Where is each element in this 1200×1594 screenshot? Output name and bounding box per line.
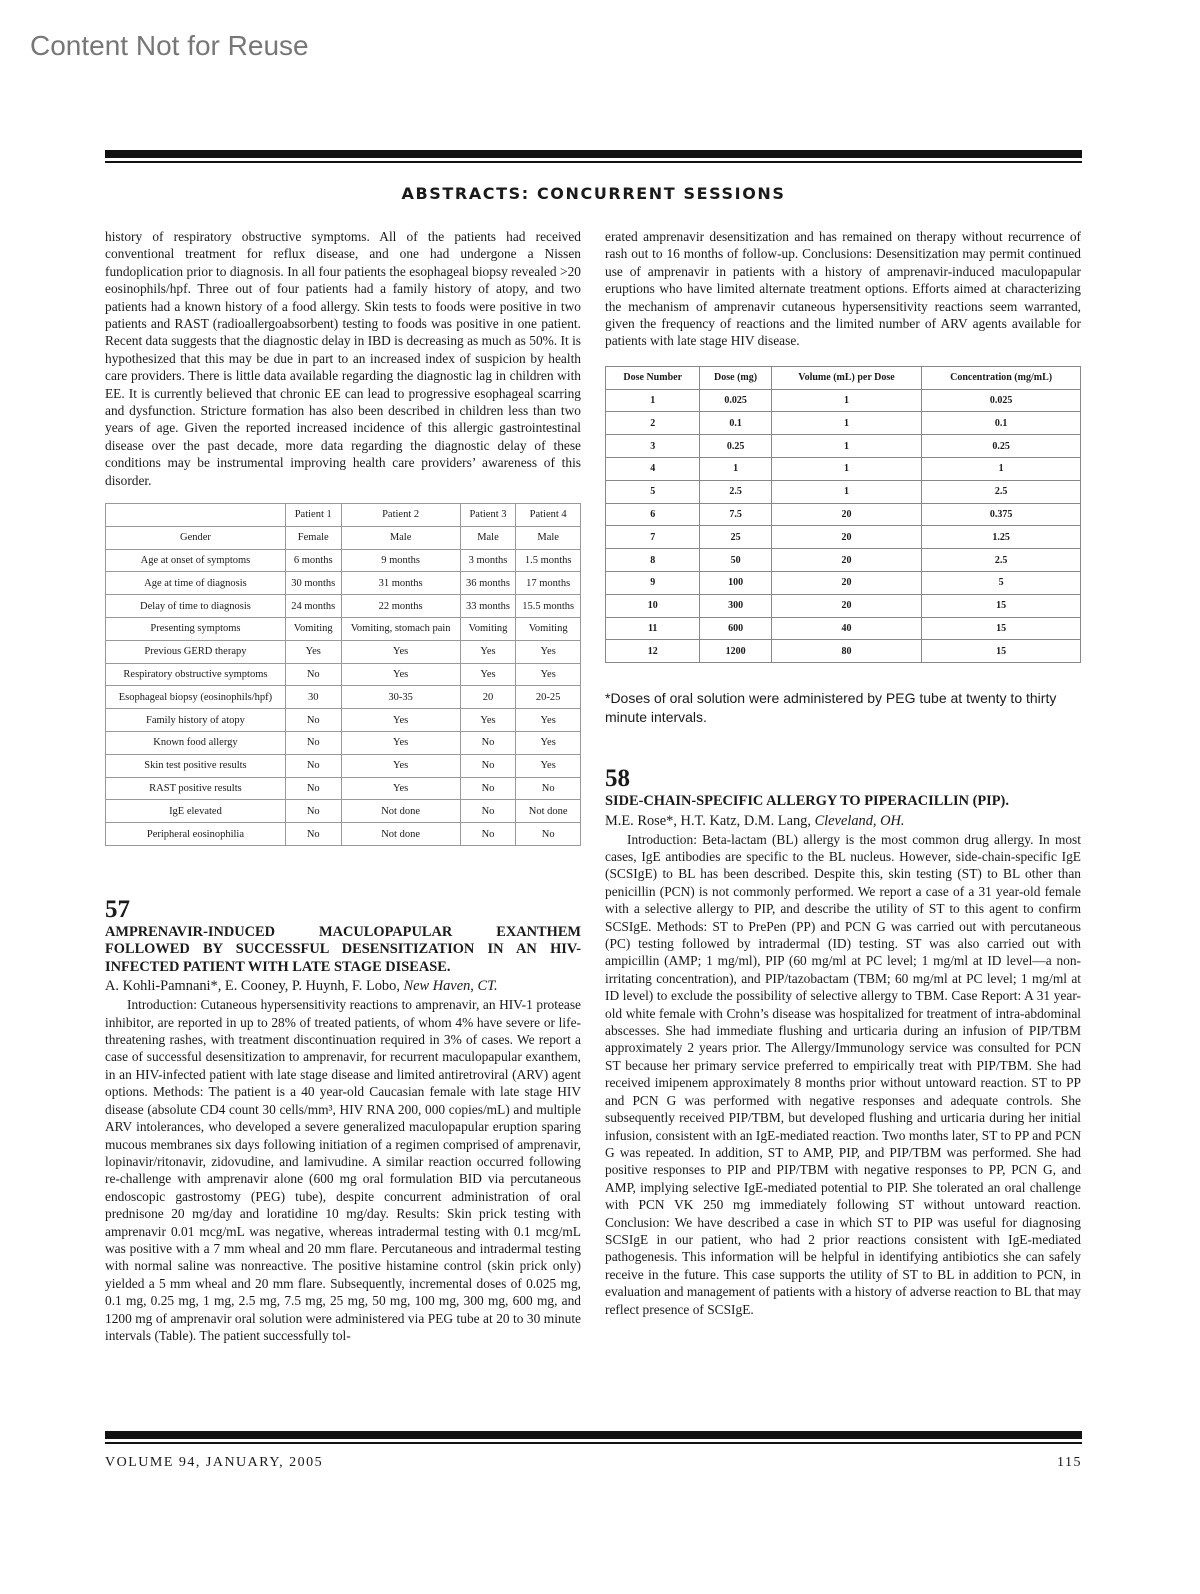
- patient-characteristics-table: [105, 503, 581, 846]
- table-cell: 0.25: [700, 435, 771, 458]
- location: New Haven, CT.: [403, 978, 498, 995]
- left-column: [105, 228, 581, 1344]
- table-cell: 40: [771, 617, 922, 640]
- abstract-body: Introduction: Beta-lactam (BL) allergy is the most common drug allergy. In most cases, IgE antibodies are specific to the BL nucleus. However, side-chain-specific IgE (SCSIgE) to BL has been described. Despite this, skin testing (ST) to BL other than penicillin (PCN) is not commonly performed. We report a case of a 31 year-old female with a selective allergy to PIP, and describe the utility of ST to this agent to confirm SCSIgE. Methods: ST to PrePen (PP) and PCN G was carried out with percutaneous (PC) testing followed by intradermal (ID) testing. ST was also carried out with ampicillin (AMP; 1 mg/ml), PIP (60 mg/ml at PC level; 1 mg/ml at ID level—a non-irritating concentration), and PIP/tazobactam (TBM; 60 mg/ml at PC level; 1 mg/ml at ID level) to exclude the possibility of selective allergy to TBM. Case Report: A 31 year-old white female with Crohn’s disease was hospitalized for treatment of intra-abdominal abscesses. She had immediate flushing and urticaria during an infusion of PIP/TBM approximately 2 years prior. The Allergy/Immunology service was consulted for PCN ST because her primary service preferred to empirically treat with PIP/TBM. She had received imipenem approximately 8 months prior without untoward reaction. ST to PP and PCN G was performed with negative responses and adequate controls. She subsequently received PIP/TBM, but developed flushing and urticaria during her initial infusion, consistent with an IgE-mediated reaction. Two months later, ST to PP and PCN G was repeated. In addition, ST to AMP, PIP, and PIP/TBM was performed. She had positive responses to PIP and PIP/TBM with negative responses to PP, PCN G, and AMP, implying selective IgE-mediated potential to PIP. She tolerated an oral challenge with PCN VK 250 mg immediately following ST without untoward reaction. Conclusion: We have described a case in which ST to PIP was useful for diagnosing SCSIgE in our patient, who had 2 prior reactions consistent with IgE-mediated pathogenesis. This information will be helpful in identifying antibiotics she can safely receive in the future. This case supports the utility of ST to BL in addition to PCN, in evaluation and management of patients with a history of adverse reaction to BL that may reflect presence of SCSIgE.: [605, 831, 1081, 1317]
- abstract-57: [105, 896, 581, 1344]
- table-cell: 17 months: [516, 572, 581, 595]
- table-cell: Yes: [341, 663, 460, 686]
- table-cell: 15: [922, 640, 1081, 663]
- table-cell: 5: [922, 572, 1081, 595]
- table-cell: 20-25: [516, 686, 581, 709]
- table-row: [106, 572, 581, 595]
- table-row: [106, 754, 581, 777]
- table-cell: Yes: [516, 709, 581, 732]
- table-cell: No: [516, 777, 581, 800]
- table-cell: Respiratory obstructive symptoms: [106, 663, 286, 686]
- table-cell: Delay of time to diagnosis: [106, 595, 286, 618]
- table-cell: Dose (mg): [700, 366, 771, 389]
- table-header-row: [606, 366, 1081, 389]
- abstract-number: 57: [105, 896, 130, 924]
- table-cell: Yes: [460, 663, 516, 686]
- table-cell: 80: [771, 640, 922, 663]
- table-cell: 33 months: [460, 595, 516, 618]
- table-cell: 7: [606, 526, 700, 549]
- table-row: [606, 572, 1081, 595]
- table-cell: Male: [460, 526, 516, 549]
- table-cell: 36 months: [460, 572, 516, 595]
- table-cell: 20: [771, 549, 922, 572]
- table-row: [106, 595, 581, 618]
- table-cell: 12: [606, 640, 700, 663]
- table-row: [106, 549, 581, 572]
- table-cell: RAST positive results: [106, 777, 286, 800]
- table-cell: 1: [606, 389, 700, 412]
- table-row: [606, 412, 1081, 435]
- table-cell: Age at time of diagnosis: [106, 572, 286, 595]
- table-cell: 2.5: [922, 480, 1081, 503]
- table-row: [106, 686, 581, 709]
- authors: M.E. Rose*, H.T. Katz, D.M. Lang,: [605, 812, 811, 829]
- table-cell: 20: [771, 526, 922, 549]
- table-cell: 9: [606, 572, 700, 595]
- table-cell: No: [285, 709, 341, 732]
- header-rule-thin: [105, 161, 1082, 163]
- table-cell: 3: [606, 435, 700, 458]
- table-cell: Known food allergy: [106, 732, 286, 755]
- table-cell: 1: [771, 435, 922, 458]
- table-row: [606, 435, 1081, 458]
- table-cell: 31 months: [341, 572, 460, 595]
- table-cell: 30-35: [341, 686, 460, 709]
- table-cell: Patient 3: [460, 504, 516, 527]
- abstract-authors: [605, 811, 1081, 831]
- table-cell: 7.5: [700, 503, 771, 526]
- section-heading: ABSTRACTS: CONCURRENT SESSIONS: [401, 184, 786, 203]
- table-cell: 4: [606, 458, 700, 481]
- abstract-authors: [105, 976, 581, 996]
- table-cell: Age at onset of symptoms: [106, 549, 286, 572]
- table-cell: Gender: [106, 526, 286, 549]
- table-cell: Previous GERD therapy: [106, 640, 286, 663]
- table-cell: Yes: [516, 663, 581, 686]
- table-cell: No: [460, 754, 516, 777]
- table-cell: No: [285, 823, 341, 846]
- table-cell: Yes: [460, 640, 516, 663]
- table-cell: Vomiting, stomach pain: [341, 618, 460, 641]
- table-cell: 0.025: [700, 389, 771, 412]
- table-cell: Yes: [341, 732, 460, 755]
- table-cell: Vomiting: [285, 618, 341, 641]
- table-cell: Patient 1: [285, 504, 341, 527]
- table-cell: Not done: [341, 800, 460, 823]
- table-cell: No: [460, 823, 516, 846]
- table-cell: 1.5 months: [516, 549, 581, 572]
- table-cell: Skin test positive results: [106, 754, 286, 777]
- table-cell: No: [285, 800, 341, 823]
- table-cell: 6 months: [285, 549, 341, 572]
- table-row: [106, 732, 581, 755]
- table-cell: Yes: [516, 640, 581, 663]
- table-cell: 30 months: [285, 572, 341, 595]
- table-cell: Patient 4: [516, 504, 581, 527]
- abstract-body: Introduction: Cutaneous hypersensitivity reactions to amprenavir, an HIV-1 protease inhibitor, are reported in up to 28% of treated patients, of whom 4% have severe or life-threatening rashes, with treatment discontinuation required in 3% of cases. We report a case of successful desensitization to amprenavir, for recurrent maculopapular exanthem, in an HIV-infected patient with late stage disease and limited antiretroviral (ARV) agent options. Methods: The patient is a 40 year-old Caucasian female with late stage HIV disease (absolute CD4 count 30 cells/mm³, HIV RNA 200, 000 copies/mL) and multiple ARV intolerances, who developed a severe generalized maculopapular eruption sparing mucous membranes six days following initiation of a regimen comprised of amprenavir, lopinavir/ritonavir, zidovudine, and lamivudine. A similar reaction occurred following re-challenge with amprenavir alone (600 mg oral formulation BID via percutaneous endoscopic gastrostomy (PEG) tube), despite concurrent administration of oral prednisone 20 mg/day and loratidine 10 mg/day. Results: Skin prick testing with amprenavir 0.01 mcg/mL was negative, whereas intradermal testing with 0.1 mcg/mL was positive with a 7 mm wheal and 20 mm flare. Percutaneous and intradermal testing with normal saline was nonreactive. The positive histamine control (skin prick only) yielded a 5 mm wheal and 20 mm flare. Subsequently, incremental doses of 0.025 mg, 0.1 mg, 0.25 mg, 1 mg, 2.5 mg, 7.5 mg, 25 mg, 50 mg, 100 mg, 300 mg, 600 mg, and 1200 mg of amprenavir oral solution were administered via PEG tube at 20 to 30 minute intervals (Table). The patient successfully tol-: [105, 997, 581, 1343]
- table-cell: 20: [460, 686, 516, 709]
- authors: A. Kohli-Pamnani*, E. Cooney, P. Huynh, F. Lobo,: [105, 978, 400, 995]
- table-cell: 50: [700, 549, 771, 572]
- abstract-58: [605, 765, 1081, 1318]
- location: Cleveland, OH.: [814, 812, 905, 829]
- table-cell: No: [516, 823, 581, 846]
- table-cell: 24 months: [285, 595, 341, 618]
- desensitization-dose-table: [605, 366, 1081, 663]
- table-cell: 20: [771, 572, 922, 595]
- page-number: 115: [1057, 1455, 1082, 1470]
- table-row: [106, 640, 581, 663]
- table-cell: 100: [700, 572, 771, 595]
- table-cell: Presenting symptoms: [106, 618, 286, 641]
- table-row: [106, 618, 581, 641]
- table-cell: 1.25: [922, 526, 1081, 549]
- table-row: [106, 526, 581, 549]
- table-cell: 11: [606, 617, 700, 640]
- table-cell: Peripheral eosinophilia: [106, 823, 286, 846]
- table-footnote: *Doses of oral solution were administered by PEG tube at twenty to thirty minute intervals.: [605, 690, 1057, 726]
- table-row: [606, 503, 1081, 526]
- table-cell: 1: [771, 458, 922, 481]
- table-cell: No: [285, 754, 341, 777]
- table-cell: 2.5: [922, 549, 1081, 572]
- table-cell: Yes: [341, 640, 460, 663]
- table-cell: Volume (mL) per Dose: [771, 366, 922, 389]
- table-cell: 2: [606, 412, 700, 435]
- table-cell: 30: [285, 686, 341, 709]
- table-cell: 10: [606, 594, 700, 617]
- table-row: [106, 709, 581, 732]
- footer-rule-thin: [105, 1442, 1082, 1444]
- abstract-title: AMPRENAVIR-INDUCED MACULOPAPULAR EXANTHEM FOLLOWED BY SUCCESSFUL DESENSITIZATION IN AN HIV-INFECTED PATIENT WITH LATE STAGE DISEASE.: [105, 924, 581, 975]
- table-cell: Vomiting: [516, 618, 581, 641]
- table-cell: 15: [922, 617, 1081, 640]
- table-cell: Yes: [341, 777, 460, 800]
- table-cell: No: [460, 732, 516, 755]
- table-cell: 1200: [700, 640, 771, 663]
- table-cell: 600: [700, 617, 771, 640]
- table-row: [106, 800, 581, 823]
- table-cell: No: [460, 800, 516, 823]
- table-cell: Patient 2: [341, 504, 460, 527]
- table-cell: Vomiting: [460, 618, 516, 641]
- table-cell: 1: [700, 458, 771, 481]
- table-cell: IgE elevated: [106, 800, 286, 823]
- abstract-title: SIDE-CHAIN-SPECIFIC ALLERGY TO PIPERACILLIN (PIP).: [605, 793, 1009, 810]
- table-cell: 0.1: [922, 412, 1081, 435]
- table-cell: 1: [771, 480, 922, 503]
- table-row: [106, 777, 581, 800]
- table-row: [106, 823, 581, 846]
- table-cell: Yes: [516, 754, 581, 777]
- table-cell: No: [285, 663, 341, 686]
- table-cell: No: [285, 777, 341, 800]
- table-cell: 6: [606, 503, 700, 526]
- table-cell: 20: [771, 594, 922, 617]
- table-cell: Yes: [460, 709, 516, 732]
- table-cell: Not done: [516, 800, 581, 823]
- table-row: [606, 389, 1081, 412]
- table-cell: 0.375: [922, 503, 1081, 526]
- table-cell: 0.1: [700, 412, 771, 435]
- watermark: Content Not for Reuse: [30, 30, 309, 61]
- table-cell: 15: [922, 594, 1081, 617]
- table-row: [606, 617, 1081, 640]
- table-cell: 2.5: [700, 480, 771, 503]
- table-cell: 0.025: [922, 389, 1081, 412]
- table-cell: Dose Number: [606, 366, 700, 389]
- table-cell: 0.25: [922, 435, 1081, 458]
- table-row: [606, 526, 1081, 549]
- table-cell: Concentration (mg/mL): [922, 366, 1081, 389]
- table-cell: 22 months: [341, 595, 460, 618]
- table-cell: No: [285, 732, 341, 755]
- table-cell: 300: [700, 594, 771, 617]
- table-cell: 5: [606, 480, 700, 503]
- table-row: [606, 480, 1081, 503]
- table-cell: Esophageal biopsy (eosinophils/hpf): [106, 686, 286, 709]
- table-cell: 1: [771, 412, 922, 435]
- table-cell: 15.5 months: [516, 595, 581, 618]
- right-column: [605, 228, 1081, 1318]
- table-header-row: [106, 504, 581, 527]
- table-cell: Not done: [341, 823, 460, 846]
- table-cell: 25: [700, 526, 771, 549]
- volume-info: VOLUME 94, JANUARY, 2005: [105, 1455, 324, 1470]
- table-cell: 20: [771, 503, 922, 526]
- table-cell: 3 months: [460, 549, 516, 572]
- table-row: [606, 640, 1081, 663]
- table-row: [606, 594, 1081, 617]
- header-rule: [105, 150, 1082, 158]
- abstract-number: 58: [605, 765, 630, 793]
- table-cell: Yes: [341, 754, 460, 777]
- table-cell: [106, 504, 286, 527]
- table-cell: Yes: [516, 732, 581, 755]
- table-cell: Female: [285, 526, 341, 549]
- table-row: [106, 663, 581, 686]
- table-cell: Yes: [341, 709, 460, 732]
- table-cell: Yes: [285, 640, 341, 663]
- table-row: [606, 458, 1081, 481]
- left-intro-paragraph: history of respiratory obstructive symptoms. All of the patients had received conventional treatment for reflux disease, and one had undergone a Nissen fundoplication prior to diagnosis. In all four patients the esophageal biopsy revealed >20 eosinophils/hpf. Three out of four patients had a family history of atopy, and two patients had a known history of a food allergy. Skin tests to foods were positive in two patients and RAST (radioallergoabsorbent) testing to foods was positive in one patient. Recent data suggests that the diagnostic delay in IBD is decreasing as much as 50%. It is hypothesized that this may be due in part to an increased index of suspicion by health care providers. There is little data available regarding the diagnostic lag in children with EE. It is currently believed that chronic EE can lead to progressive esophageal scarring and dysfunction. Stricture formation has also been described in children less than two years of age. Given the reported increased incidence of this allergic gastrointestinal disease over the past decade, more data regarding the diagnostic delay of these conditions may be instrumental improving health care providers’ awareness of this disorder.: [105, 229, 581, 488]
- table-cell: 1: [771, 389, 922, 412]
- table-cell: 1: [922, 458, 1081, 481]
- table-cell: No: [460, 777, 516, 800]
- table-cell: 9 months: [341, 549, 460, 572]
- table-cell: 8: [606, 549, 700, 572]
- table-cell: Family history of atopy: [106, 709, 286, 732]
- footer-rule: [105, 1431, 1082, 1439]
- right-intro-paragraph: erated amprenavir desensitization and has remained on therapy without recurrence of rash out to 16 months of follow-up. Conclusions: Desensitization may permit continued use of amprenavir in patients with a history of amprenavir-induced maculopapular eruptions who have limited alternate treatment options. Efforts aimed at characterizing the mechanism of amprenavir cutaneous hypersensitivity reactions seem warranted, given the frequency of reactions and the limited number of ARV agents available for patients with late stage HIV disease.: [605, 229, 1081, 349]
- table-cell: Male: [341, 526, 460, 549]
- table-cell: Male: [516, 526, 581, 549]
- table-row: [606, 549, 1081, 572]
